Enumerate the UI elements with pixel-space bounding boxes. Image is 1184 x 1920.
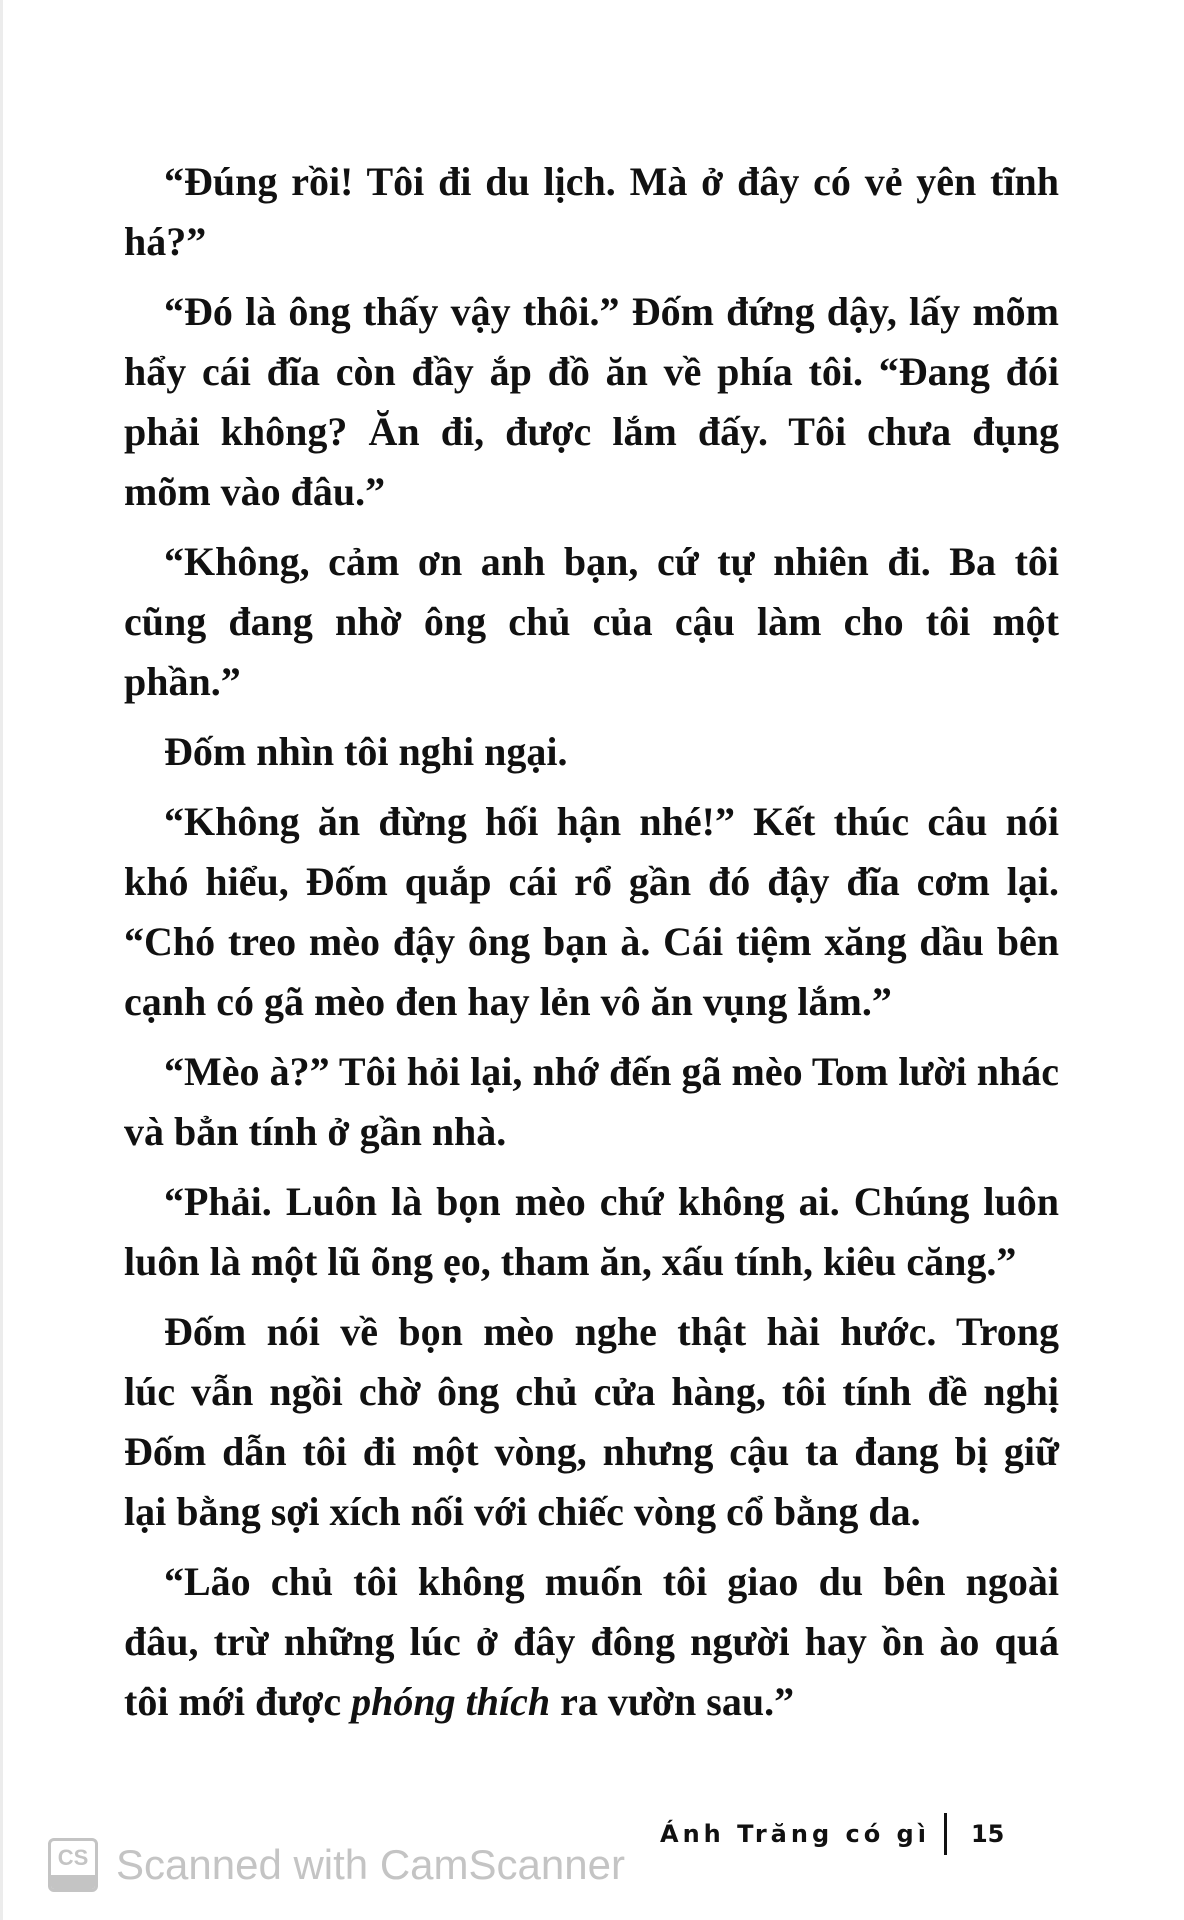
text-line: phải không? Ăn đi, được lắm đấy. Tôi chưa đụng	[124, 409, 1059, 454]
text-line: “Lão chủ tôi không muốn tôi giao du bên ngoài	[164, 1559, 1059, 1604]
text-line: cạnh có gã mèo đen hay lẻn vô ăn vụng lắm.”	[124, 979, 892, 1024]
page-edge	[0, 0, 3, 1920]
paragraph	[124, 1302, 1059, 1542]
logo-text: CS	[57, 1845, 89, 1870]
text-line: “Không ăn đừng hối hận nhé!” Kết thúc câu nói	[164, 799, 1059, 844]
paragraph	[124, 1042, 1059, 1162]
paragraph	[124, 1172, 1059, 1292]
book-title: Ánh Trăng có gì	[660, 1820, 930, 1848]
text-segment: ra vườn sau.”	[550, 1679, 795, 1724]
footer-divider	[944, 1813, 947, 1855]
page-footer	[660, 1812, 1004, 1856]
text-line: há?”	[124, 219, 207, 264]
italic-phrase: phóng thích	[351, 1679, 551, 1724]
text-line: đâu, trừ những lúc ở đây đông người hay ồn ào quá	[124, 1619, 1059, 1664]
text-line: “Đó là ông thấy vậy thôi.” Đốm đứng dậy, lấy mõm	[164, 289, 1059, 334]
text-line: “Không, cảm ơn anh bạn, cứ tự nhiên đi. Ba tôi	[164, 539, 1059, 584]
text-line: Đốm nói về bọn mèo nghe thật hài hước. Trong	[164, 1309, 1059, 1354]
text-line: “Mèo à?” Tôi hỏi lại, nhớ đến gã mèo Tom lười nhác	[164, 1049, 1059, 1094]
watermark-text: Scanned with CamScanner	[116, 1841, 625, 1888]
text-line: cũng đang nhờ ông chủ của cậu làm cho tôi một	[124, 599, 1059, 644]
paragraph	[124, 532, 1059, 712]
text-line: mõm vào đâu.”	[124, 469, 386, 514]
text-line: “Đúng rồi! Tôi đi du lịch. Mà ở đây có vẻ yên tĩnh	[164, 159, 1059, 204]
paragraph	[124, 152, 1059, 272]
camscanner-watermark	[48, 1838, 625, 1892]
paragraph	[124, 1552, 1059, 1732]
paragraph	[124, 792, 1059, 1032]
text-line: “Phải. Luôn là bọn mèo chứ không ai. Chúng luôn	[164, 1179, 1059, 1224]
text-line: và bẳn tính ở gần nhà.	[124, 1109, 507, 1154]
text-line: luôn là một lũ õng ẹo, tham ăn, xấu tính, kiêu căng.”	[124, 1239, 1017, 1284]
text-line: Đốm dẫn tôi đi một vòng, nhưng cậu ta đang bị giữ	[124, 1429, 1059, 1474]
text-line: hẩy cái đĩa còn đầy ắp đồ ăn về phía tôi. “Đang đói	[124, 349, 1059, 394]
text-line: phần.”	[124, 659, 241, 704]
text-segment: tôi mới được	[124, 1679, 352, 1724]
text-line: “Chó treo mèo đậy ông bạn à. Cái tiệm xăng dầu bên	[124, 919, 1059, 964]
text-line: lại bằng sợi xích nối với chiếc vòng cổ bằng da.	[124, 1489, 921, 1534]
text-line: Đốm nhìn tôi nghi ngại.	[164, 729, 568, 774]
text-line: lúc vẫn ngồi chờ ông chủ cửa hàng, tôi tính đề nghị	[124, 1369, 1059, 1414]
page-number: 15	[970, 1820, 1005, 1848]
camscanner-logo-icon	[48, 1838, 98, 1892]
text-line: khó hiểu, Đốm quắp cái rổ gần đó đậy đĩa cơm lại.	[124, 859, 1059, 904]
body-text	[124, 152, 1059, 1742]
paragraph	[124, 722, 1059, 782]
text-line	[124, 1672, 1059, 1732]
paragraph	[124, 282, 1059, 522]
